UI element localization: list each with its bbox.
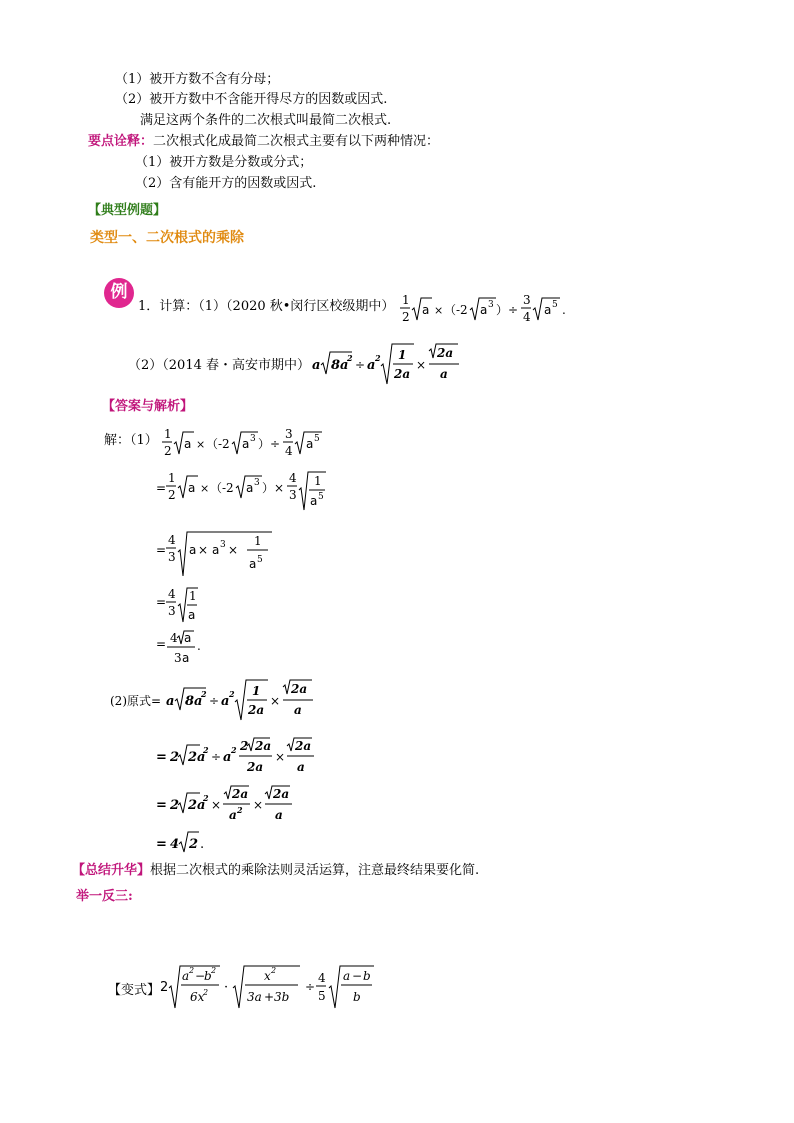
svg-text:2: 2 — [201, 689, 207, 699]
svg-text:=: = — [156, 481, 167, 495]
svg-text:2a: 2a — [437, 346, 454, 360]
svg-text:2: 2 — [160, 980, 169, 995]
svg-text:3: 3 — [523, 293, 531, 307]
svg-text:×: × — [198, 543, 209, 557]
condition-2: （2）被开方数中不含能开得尽方的因数或因式. — [115, 92, 388, 107]
svg-text:2a: 2a — [188, 750, 206, 765]
svg-text:1: 1 — [164, 427, 172, 441]
svg-text:a: a — [275, 808, 283, 822]
solution-step-1 — [160, 424, 330, 462]
svg-text:a: a — [188, 481, 196, 495]
svg-text:=: = — [156, 750, 167, 765]
solution-2-line-1 — [164, 676, 324, 724]
svg-text:a: a — [312, 358, 321, 373]
solution-2-line-2 — [156, 734, 346, 780]
example-part-2-prefix: （2）（2014 春・高安市期中） — [128, 358, 310, 373]
svg-text:5: 5 — [318, 989, 326, 1003]
svg-text:1: 1 — [168, 471, 176, 485]
svg-text:）×: ）× — [262, 481, 285, 495]
summary-text: 根据二次根式的乘除法则灵活运算，注意最终结果要化简. — [150, 863, 480, 878]
svg-text:3: 3 — [168, 604, 176, 618]
svg-text:2: 2 — [211, 966, 217, 975]
summary-label: 【总结升华】 — [72, 863, 151, 878]
svg-text:a: a — [221, 694, 230, 709]
svg-text:a: a — [367, 358, 376, 373]
svg-text:a: a — [184, 631, 192, 645]
key-points-text: 二次根式化成最简二次根式主要有以下两种情况： — [153, 134, 440, 149]
svg-text:2: 2 — [347, 353, 353, 363]
svg-text:3: 3 — [285, 427, 293, 441]
section-title: 【典型例题】 — [88, 203, 167, 218]
svg-text:b: b — [204, 969, 212, 983]
svg-text:2: 2 — [203, 793, 209, 803]
svg-text:1: 1 — [254, 534, 262, 548]
svg-text:6x: 6x — [190, 990, 205, 1004]
svg-text:（-2: （-2 — [444, 303, 468, 317]
svg-text:5: 5 — [314, 434, 320, 444]
svg-text:2: 2 — [189, 966, 195, 975]
svg-text:（-2: （-2 — [206, 437, 230, 451]
svg-text:×: × — [270, 694, 281, 708]
svg-text:×: × — [211, 798, 222, 812]
svg-text:2: 2 — [164, 444, 172, 458]
svg-text:5: 5 — [552, 300, 558, 310]
svg-text:5: 5 — [318, 492, 324, 502]
svg-text:a: a — [212, 543, 220, 557]
svg-text:a: a — [166, 694, 175, 709]
solution-2-line-3 — [156, 782, 316, 828]
svg-text:2a: 2a — [295, 739, 312, 753]
svg-text:8a: 8a — [331, 358, 349, 373]
svg-text:×: × — [434, 304, 444, 317]
svg-text:×: × — [196, 438, 206, 451]
svg-text:+: + — [264, 990, 275, 1004]
svg-text:2: 2 — [402, 310, 410, 324]
svg-text:a: a — [294, 703, 302, 717]
solution-part-2-label: (2)原式= — [110, 694, 162, 708]
example-1-expression — [398, 290, 568, 328]
svg-text:5: 5 — [257, 555, 263, 565]
key-points — [88, 133, 439, 151]
svg-text:）÷: ）÷ — [258, 437, 281, 451]
svg-text:a: a — [422, 303, 430, 317]
svg-text:1: 1 — [252, 684, 261, 698]
svg-text:a: a — [310, 494, 318, 508]
svg-text:3: 3 — [220, 540, 226, 550]
svg-text:3: 3 — [168, 550, 176, 564]
svg-text:2: 2 — [231, 745, 237, 755]
svg-text:×: × — [228, 543, 239, 557]
svg-text:a: a — [306, 437, 314, 451]
svg-text:4: 4 — [523, 310, 531, 324]
svg-text:1: 1 — [402, 293, 410, 307]
svg-text:3b: 3b — [274, 990, 290, 1004]
svg-text:2: 2 — [237, 805, 243, 815]
svg-text:a: a — [343, 969, 351, 983]
svg-text:3a: 3a — [247, 990, 262, 1004]
svg-text:.: . — [197, 639, 201, 653]
svg-text:a: a — [182, 969, 190, 983]
definition-summary: 满足这两个条件的二次根式叫最简二次根式. — [140, 113, 392, 128]
svg-text:×: × — [253, 798, 264, 812]
svg-text:×: × — [416, 358, 427, 372]
svg-text:4: 4 — [168, 587, 176, 601]
svg-text:=: = — [156, 543, 167, 557]
svg-text:（-2: （-2 — [210, 481, 234, 495]
svg-text:2a: 2a — [248, 703, 265, 717]
svg-text:4: 4 — [170, 837, 180, 852]
svg-text:=: = — [156, 798, 167, 813]
svg-text:）÷: ）÷ — [496, 303, 519, 317]
svg-text:÷: ÷ — [355, 358, 366, 372]
svg-text:1: 1 — [189, 589, 197, 603]
svg-text:=: = — [156, 637, 167, 651]
svg-text:4: 4 — [318, 971, 326, 985]
svg-text:3: 3 — [488, 300, 494, 310]
variant-expression — [160, 962, 390, 1012]
svg-text:4: 4 — [168, 533, 176, 547]
svg-text:a: a — [480, 303, 488, 317]
solution-step-3 — [156, 528, 286, 580]
svg-text:3: 3 — [289, 488, 297, 502]
svg-text:·: · — [224, 980, 229, 995]
svg-text:a: a — [188, 608, 196, 622]
example-badge: 例 — [104, 278, 134, 308]
svg-text:a: a — [229, 808, 237, 822]
svg-text:2: 2 — [229, 689, 235, 699]
summary-box — [72, 862, 479, 880]
svg-text:a: a — [223, 750, 232, 765]
svg-text:2: 2 — [170, 750, 180, 765]
svg-text:a: a — [246, 481, 254, 495]
svg-text:a: a — [440, 367, 448, 381]
svg-text:4: 4 — [285, 444, 293, 458]
svg-text:2: 2 — [189, 837, 199, 852]
svg-text:2a: 2a — [273, 787, 290, 801]
svg-text:=: = — [156, 595, 167, 609]
svg-text:2: 2 — [203, 745, 209, 755]
svg-text:a: a — [189, 543, 197, 557]
svg-text:2a: 2a — [291, 682, 308, 696]
svg-text:2: 2 — [271, 966, 277, 975]
svg-text:÷: ÷ — [305, 980, 316, 994]
svg-text:a: a — [297, 760, 305, 774]
svg-text:.: . — [562, 303, 566, 317]
svg-text:2a: 2a — [255, 739, 272, 753]
svg-text:3: 3 — [254, 478, 260, 488]
svg-text:.: . — [200, 837, 205, 852]
svg-text:2: 2 — [375, 353, 381, 363]
svg-text:2a: 2a — [188, 798, 206, 813]
svg-text:−: − — [195, 969, 206, 983]
svg-text:−: − — [352, 969, 363, 983]
solution-step-2 — [156, 468, 336, 514]
key-points-label: 要点诠释： — [88, 134, 154, 149]
type-title: 类型一、二次根式的乘除 — [90, 230, 244, 246]
svg-text:2a: 2a — [247, 760, 264, 774]
svg-text:b: b — [363, 969, 371, 983]
svg-text:2: 2 — [170, 798, 180, 813]
svg-text:×: × — [200, 482, 210, 495]
svg-text:1: 1 — [398, 348, 407, 362]
answer-title: 【答案与解析】 — [102, 399, 194, 414]
svg-text:a: a — [242, 437, 250, 451]
svg-text:2a: 2a — [232, 787, 249, 801]
svg-text:3: 3 — [174, 651, 182, 665]
practice-title: 举一反三: — [76, 889, 133, 904]
svg-text:a: a — [184, 437, 192, 451]
svg-text:a: a — [249, 557, 257, 571]
svg-text:×: × — [275, 750, 286, 764]
solution-step-4 — [156, 584, 216, 626]
solution-2-line-4 — [156, 828, 236, 858]
svg-text:4: 4 — [170, 631, 178, 645]
condition-1: （1）被开方数不含有分母； — [115, 72, 280, 87]
svg-text:2: 2 — [240, 739, 249, 753]
svg-text:=: = — [156, 837, 167, 852]
svg-text:a: a — [182, 651, 190, 665]
svg-text:÷: ÷ — [209, 694, 220, 708]
example-2-expression — [310, 340, 470, 388]
svg-text:8a: 8a — [185, 694, 203, 709]
svg-text:b: b — [353, 990, 361, 1004]
svg-text:3: 3 — [250, 434, 256, 444]
svg-text:2: 2 — [168, 488, 176, 502]
svg-text:1: 1 — [314, 474, 322, 488]
svg-text:4: 4 — [289, 471, 297, 485]
svg-text:x: x — [264, 969, 271, 983]
example-prompt: 1．计算：（1）（2020 秋•闵行区校级期中） — [138, 299, 395, 314]
svg-text:÷: ÷ — [211, 750, 222, 764]
svg-text:2a: 2a — [394, 367, 411, 381]
solution-label: 解：（1） — [104, 433, 158, 448]
variant-label: 【变式】 — [108, 983, 161, 998]
svg-text:a: a — [544, 303, 552, 317]
key-point-case-2: （2）含有能开方的因数或因式. — [135, 176, 317, 191]
key-point-case-1: （1）被开方数是分数或分式； — [135, 155, 313, 170]
svg-text:2: 2 — [203, 988, 209, 997]
solution-step-5 — [156, 626, 216, 670]
